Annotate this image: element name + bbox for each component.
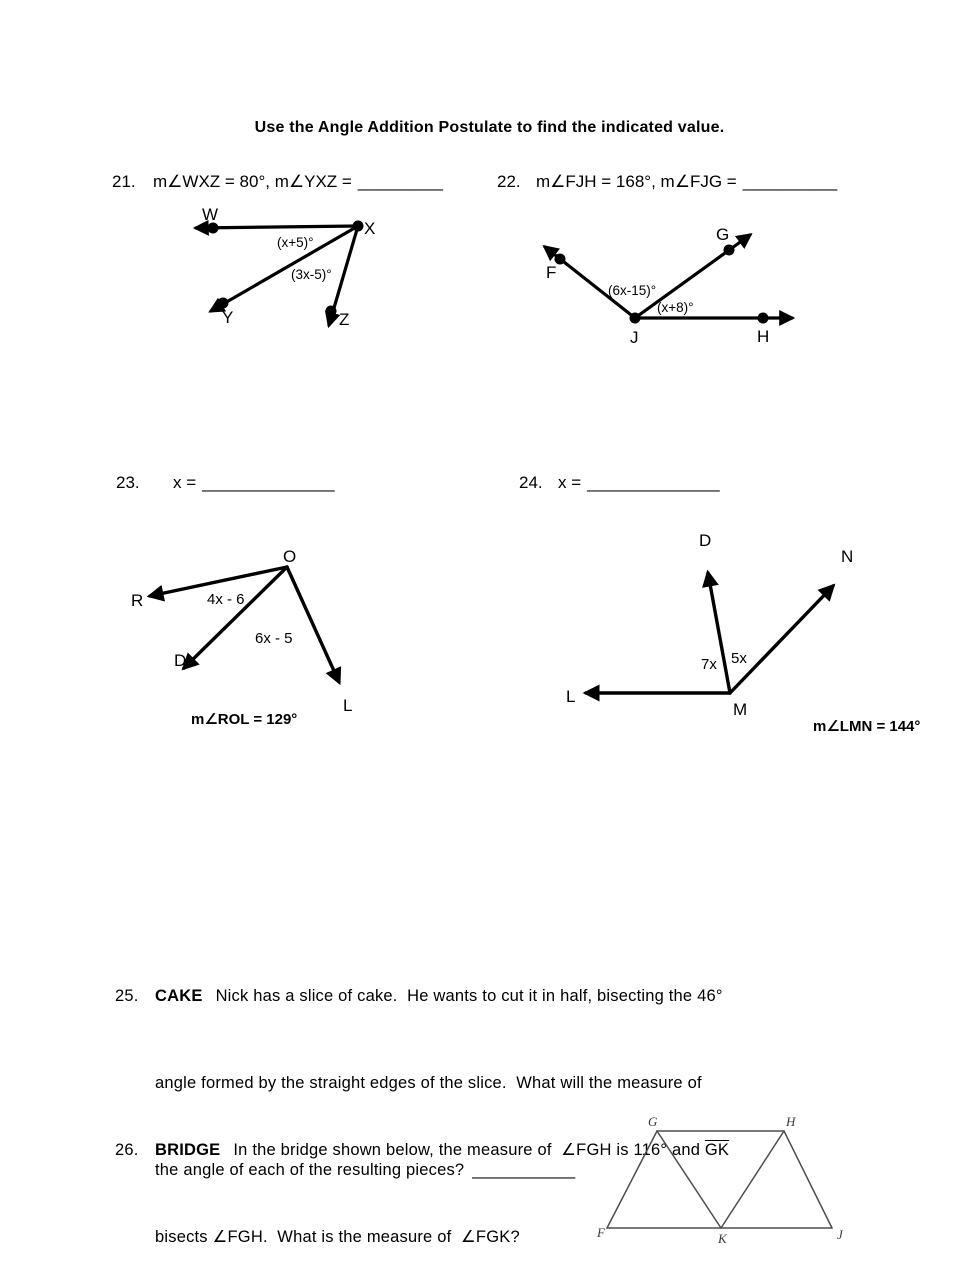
label-l: L (343, 696, 353, 715)
bridge-label-h: H (786, 1114, 796, 1129)
page-title: Use the Angle Addition Postulate to find the indicated value. (254, 119, 725, 136)
problem-22-text: m∠FJH = 168°, m∠FJG = (536, 172, 737, 191)
problem-23-number: 23. (116, 473, 140, 492)
bridge-label-g: G (648, 1114, 658, 1129)
ray-m-to-d (708, 573, 730, 693)
measure-label-lmn: m∠LMN = 144° (813, 718, 921, 735)
diagram-22 (520, 210, 820, 355)
angle-label-yxz: (3x-5)° (291, 267, 332, 282)
angle-label-lmd: 7x (701, 656, 717, 673)
problem-23-answer-blank: ______________ (202, 473, 335, 492)
angle-label-fjg: (6x-15)° (608, 283, 657, 298)
label-d: D (174, 651, 187, 670)
problem-25-line-2: angle formed by the straight edges of the slice. What will the measure of (155, 1074, 702, 1092)
problem-23-statement (116, 473, 335, 493)
problem-24-statement (519, 473, 720, 493)
angle-label-rod: 4x - 6 (207, 591, 245, 608)
problem-25-number: 25. (115, 987, 139, 1005)
problem-24-text: x = (558, 473, 582, 492)
angle-label-dol: 6x - 5 (255, 630, 293, 647)
angle-label-dmn: 5x (731, 650, 747, 667)
problem-22-statement (497, 172, 837, 192)
ray-o-to-d (184, 567, 287, 668)
label-j: J (630, 328, 639, 347)
diagram-23 (120, 540, 390, 740)
label-y: Y (222, 308, 234, 327)
problem-26-keyword: BRIDGE (155, 1141, 221, 1159)
problem-25-text-3: the angle of each of the resulting pieces? (155, 1161, 465, 1179)
point-dot-w (208, 223, 219, 234)
label-o: O (283, 547, 297, 566)
angle-label-wxy: (x+5)° (277, 235, 314, 250)
problem-21-statement (112, 172, 443, 192)
problem-21-number: 21. (112, 172, 136, 191)
label-z: Z (339, 310, 350, 329)
problem-21-text: m∠WXZ = 80°, m∠YXZ = (153, 172, 352, 191)
point-dot-x (353, 221, 364, 232)
point-dot-z (326, 306, 337, 317)
bridge-segment-hj (784, 1131, 832, 1228)
label-n: N (841, 547, 854, 566)
label-w: W (202, 205, 219, 224)
problem-21-answer-blank: _________ (357, 172, 443, 191)
label-l: L (566, 687, 576, 706)
point-dot-h (758, 313, 769, 324)
problem-24-answer-blank: ______________ (587, 473, 720, 492)
bridge-segment-kh (721, 1131, 784, 1228)
bridge-label-k: K (718, 1231, 727, 1246)
ray-o-to-l (287, 567, 339, 682)
ray-m-to-n (730, 586, 833, 693)
problem-22-answer-blank: __________ (742, 172, 838, 191)
problem-25-text-1: Nick has a slice of cake. He wants to cut it in half, bisecting the 46° (215, 987, 723, 1005)
problem-25-keyword: CAKE (155, 987, 203, 1005)
label-h: H (757, 327, 770, 346)
problem-22-number: 22. (497, 172, 521, 191)
point-dot-g (724, 245, 735, 256)
angle-label-gjh: (x+8)° (657, 300, 694, 315)
bridge-segment-fg (607, 1131, 657, 1228)
problem-25-answer-blank: ___________ (472, 1161, 576, 1179)
problem-24-number: 24. (519, 473, 543, 492)
problem-26-text-1: In the bridge shown below, the measure of ∠FGH is 116° and (233, 1141, 705, 1159)
point-dot-j (630, 313, 641, 324)
bridge-label-f: F (597, 1225, 605, 1240)
diagram-21 (140, 195, 420, 345)
bridge-label-j: J (837, 1227, 843, 1242)
label-r: R (131, 591, 144, 610)
label-d: D (699, 531, 712, 550)
label-g: G (716, 225, 730, 244)
label-f: F (546, 263, 557, 282)
bridge-segment-gk (657, 1131, 721, 1228)
problem-25-line-1 (115, 982, 723, 1011)
problem-26-number: 26. (115, 1141, 139, 1159)
segment-gk-overline: $\overline{GK}$ (704, 1141, 730, 1159)
label-m: M (733, 700, 748, 719)
ray-x-to-w (196, 226, 358, 228)
label-x: X (364, 219, 376, 238)
bridge-diagram (580, 1108, 870, 1258)
measure-label-rol: m∠ROL = 129° (191, 711, 298, 728)
problem-26-line-2: bisects ∠FGH. What is the measure of ∠FGK? (155, 1228, 520, 1246)
diagram-24 (555, 525, 955, 740)
problem-23-text: x = (173, 473, 197, 492)
point-dot-y (218, 298, 229, 309)
